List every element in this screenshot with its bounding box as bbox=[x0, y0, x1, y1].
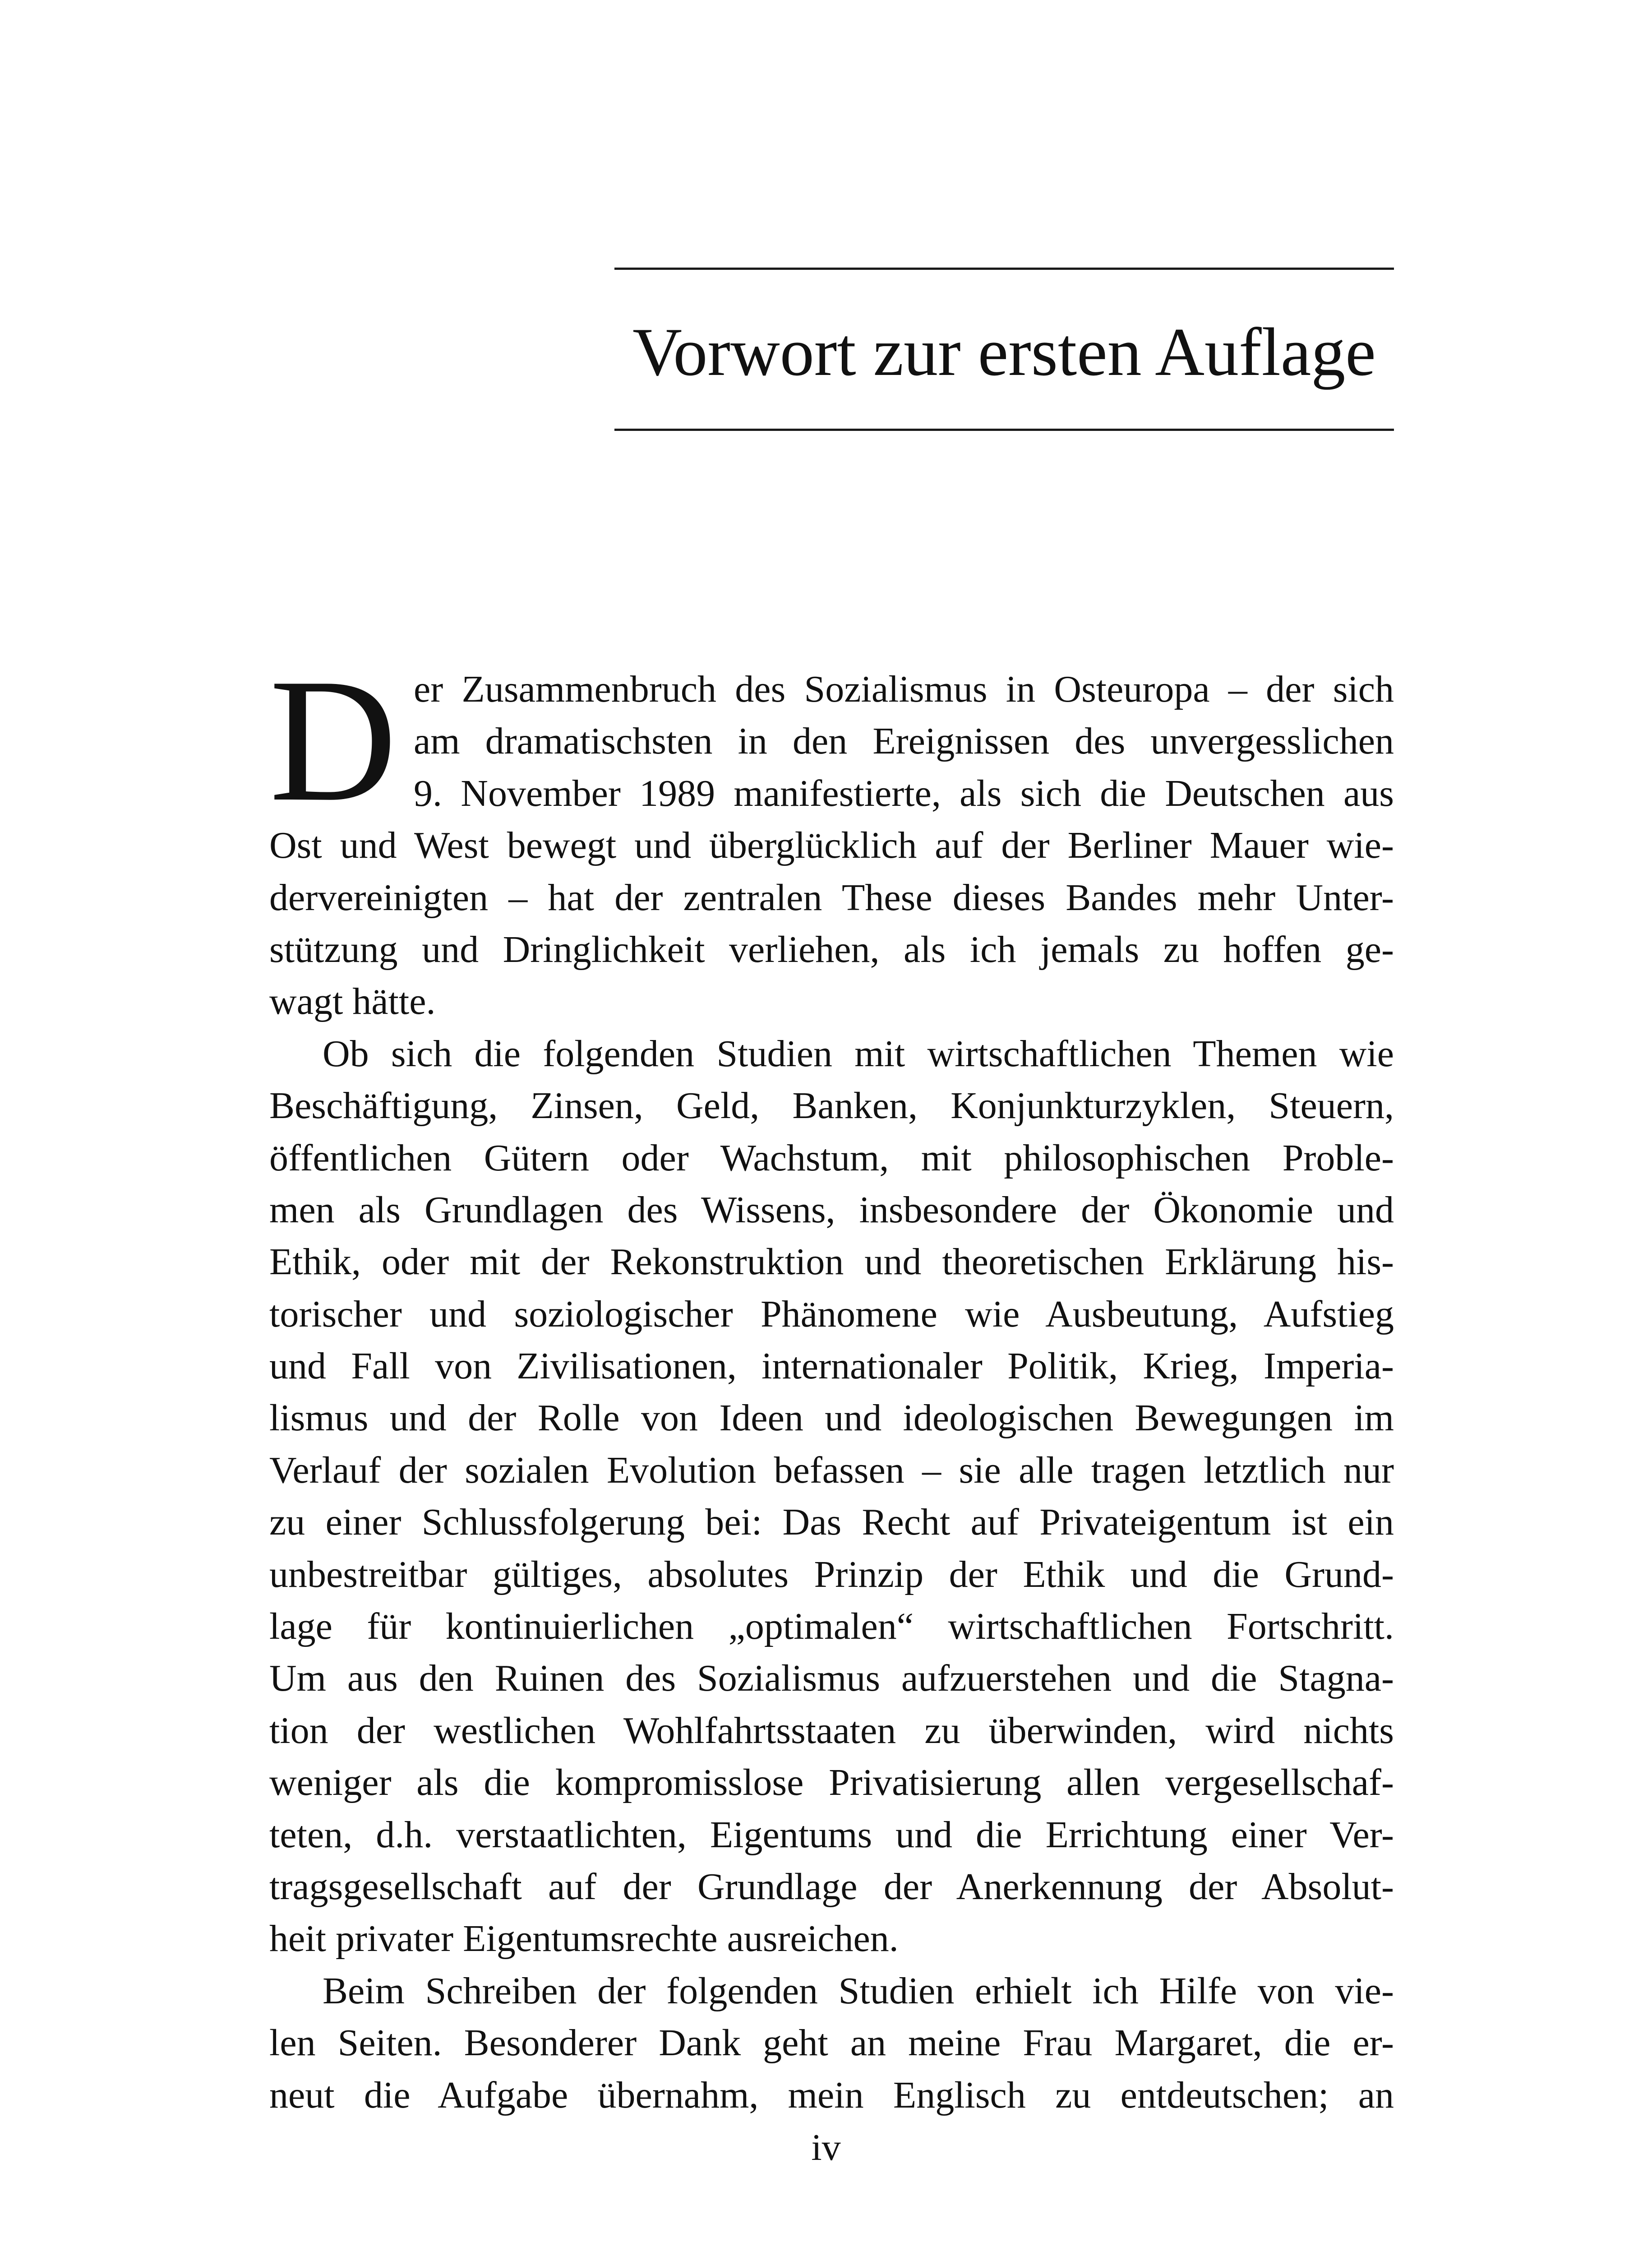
text-line: Ost und West bewegt und überglücklich auf der Berliner Mauer wie- bbox=[269, 824, 1394, 867]
text-line: 9. November 1989 manifestierte, als sich die Deutschen aus bbox=[414, 772, 1394, 814]
text-line: Um aus den Ruinen des Sozialismus aufzuerstehen und die Stagna- bbox=[269, 1657, 1394, 1700]
text-line: er Zusammenbruch des Sozialismus in Osteuropa – der sich bbox=[414, 668, 1394, 710]
text-line: und Fall von Zivilisationen, internationaler Politik, Krieg, Imperia- bbox=[269, 1345, 1394, 1387]
text-line: men als Grundlagen des Wissens, insbesondere der Ökonomie und bbox=[269, 1188, 1394, 1231]
chapter-title: Vorwort zur ersten Auflage bbox=[632, 314, 1376, 390]
text-line: Beim Schreiben der folgenden Studien erhielt ich Hilfe von vie- bbox=[323, 1969, 1394, 2012]
text-line: öffentlichen Gütern oder Wachstum, mit philosophischen Proble- bbox=[269, 1137, 1394, 1179]
text-line: heit privater Eigentumsrechte ausreichen. bbox=[269, 1918, 899, 1960]
text-line: len Seiten. Besonderer Dank geht an meine Frau Margaret, die er- bbox=[269, 2022, 1394, 2064]
text-line: zu einer Schlussfolgerung bei: Das Recht auf Privateigentum ist ein bbox=[269, 1501, 1394, 1544]
text-line: teten, d.h. verstaatlichten, Eigentums und die Errichtung einer Ver- bbox=[269, 1813, 1394, 1856]
drop-cap: D bbox=[269, 642, 397, 838]
text-line: wagt hätte. bbox=[269, 980, 436, 1023]
title-rule-top bbox=[614, 268, 1394, 270]
text-line: stützung und Dringlichkeit verliehen, als ich jemals zu hoffen ge- bbox=[269, 928, 1394, 971]
text-line: weniger als die kompromisslose Privatisierung allen vergesellschaf- bbox=[269, 1761, 1394, 1804]
text-line: tragsgesellschaft auf der Grundlage der Anerkennung der Absolut- bbox=[269, 1865, 1394, 1908]
text-line: Ethik, oder mit der Rekonstruktion und theoretischen Erklärung his- bbox=[269, 1241, 1394, 1283]
title-rule-bottom bbox=[614, 429, 1394, 431]
text-line: torischer und soziologischer Phänomene wie Ausbeutung, Aufstieg bbox=[269, 1293, 1394, 1335]
text-line: dervereinigten – hat der zentralen These dieses Bandes mehr Unter- bbox=[269, 876, 1394, 919]
text-line: tion der westlichen Wohlfahrtsstaaten zu überwinden, wird nichts bbox=[269, 1709, 1394, 1752]
text-line: lismus und der Rolle von Ideen und ideologischen Bewegungen im bbox=[269, 1397, 1394, 1439]
text-line: am dramatischsten in den Ereignissen des unvergesslichen bbox=[414, 720, 1394, 763]
text-line: Ob sich die folgenden Studien mit wirtschaftlichen Themen wie bbox=[323, 1032, 1394, 1075]
text-line: lage für kontinuierlichen „optimalen“ wirtschaftlichen Fortschritt. bbox=[269, 1605, 1394, 1648]
text-line: Verlauf der sozialen Evolution befassen – sie alle tragen letztlich nur bbox=[269, 1449, 1394, 1491]
text-line: Beschäftigung, Zinsen, Geld, Banken, Konjunkturzyklen, Steuern, bbox=[269, 1085, 1394, 1127]
body-text bbox=[269, 642, 1394, 2121]
text-line: neut die Aufgabe übernahm, mein Englisch zu entdeutschen; an bbox=[269, 2074, 1394, 2116]
page-number: iv bbox=[811, 2127, 841, 2168]
text-line: unbestreitbar gültiges, absolutes Prinzip der Ethik und die Grund- bbox=[269, 1553, 1394, 1595]
